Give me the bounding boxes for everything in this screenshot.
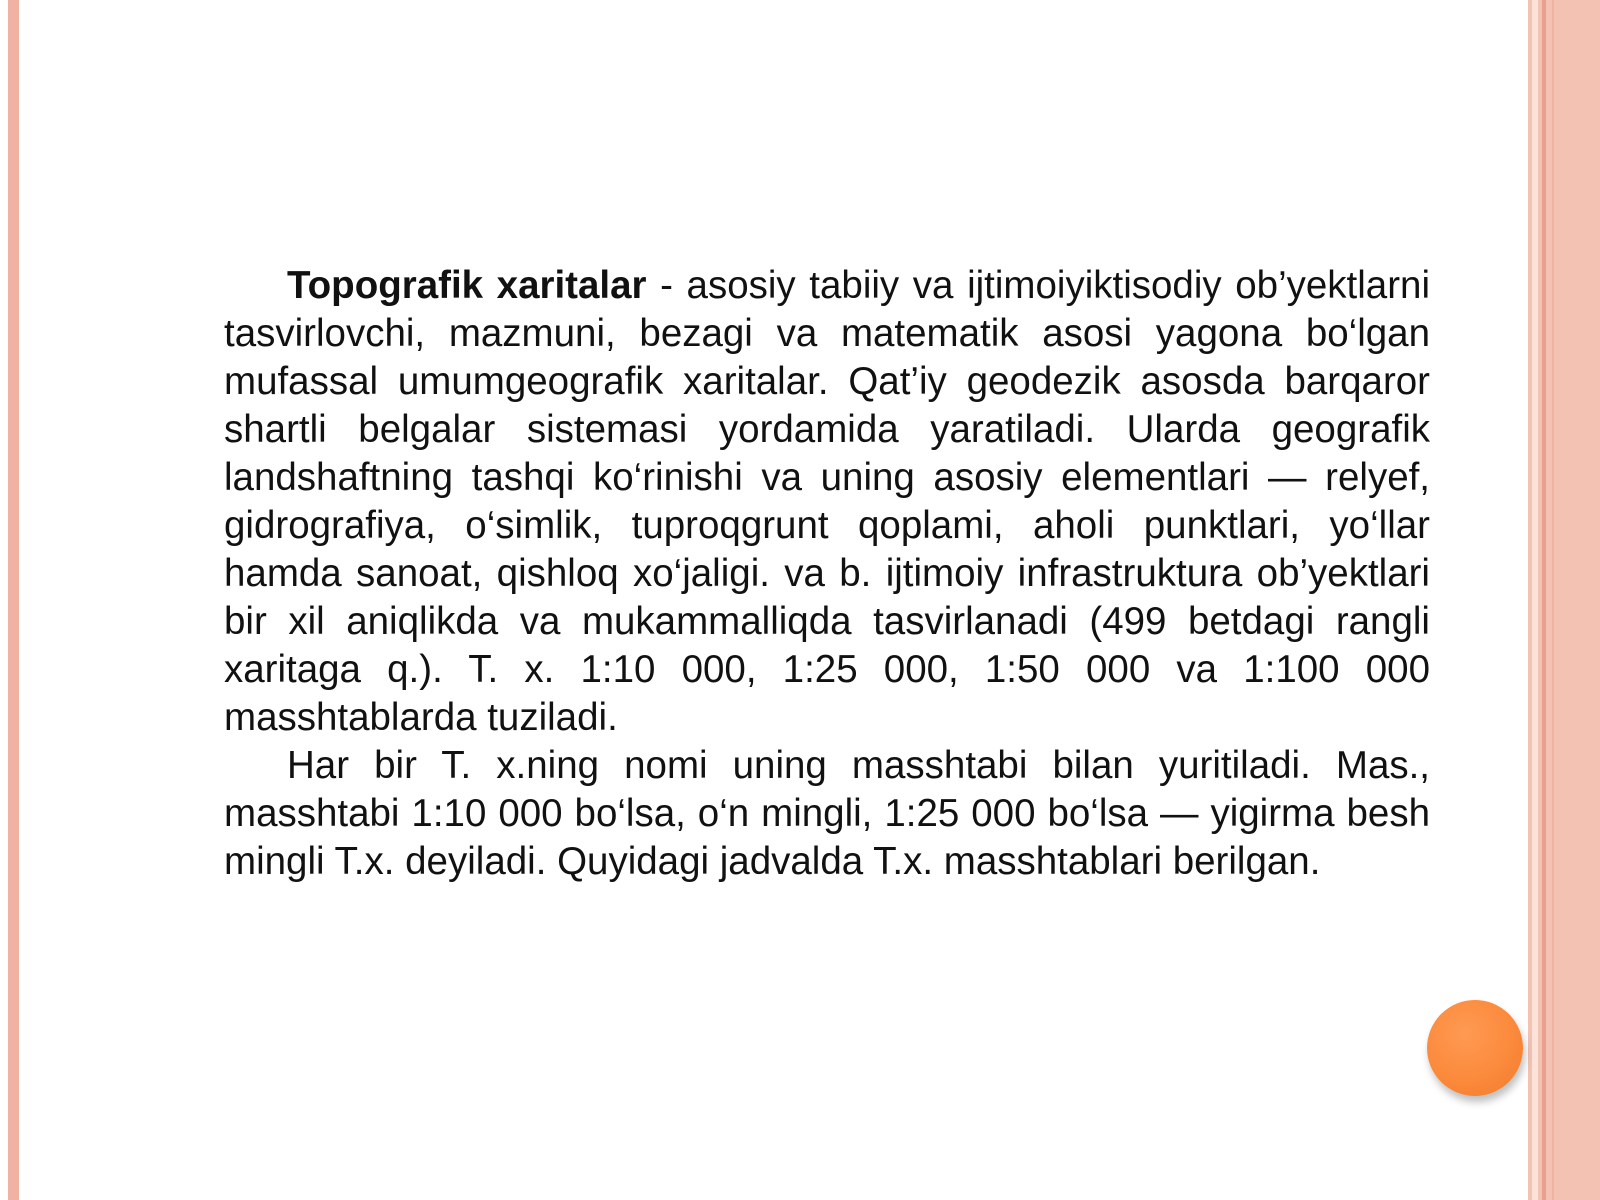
paragraph-naming: Har bir T. x.ning nomi uning masshtabi bilan yuritiladi. Mas., masshtabi 1:10 000 bo‘lsa, o‘n mingli, 1:25 000 bo‘lsa — yigirma besh mingli T.x. deyiladi. Quyidagi jadvalda T.x. masshtablari berilgan. <box>224 744 1430 883</box>
right-decorative-band <box>1528 0 1600 1200</box>
paragraph-definition <box>224 262 1430 742</box>
defined-term: Topografik xaritalar <box>287 264 647 307</box>
orange-circle-decoration <box>1427 1000 1523 1096</box>
right-band-dark-line <box>1542 0 1546 1200</box>
right-band-thin-line <box>1552 0 1554 1200</box>
left-decorative-stripe <box>8 0 19 1200</box>
right-band-light-line <box>1532 0 1538 1200</box>
slide-text-body <box>224 262 1430 886</box>
definition-text: - asosiy tabiiy va ijtimoiyiktisodiy ob’yektlarni tasvirlovchi, mazmuni, bezagi va matematik asosi yagona bo‘lgan mufassal umumgeografik xaritalar. Qat’iy geodezik asosda barqaror shartli belgalar sistemasi yordamida yaratiladi. Ularda geografik landshaftning tashqi ko‘rinishi va uning asosiy elementlari — relyef, gidrografiya, o‘simlik, tuproqgrunt qoplami, aholi punktlari, yo‘llar hamda sanoat, qishloq xo‘jaligi. va b. ijtimoiy infrastruktura ob’yektlari bir xil aniqlikda va mukammalliqda tasvirlanadi (499 betdagi rangli xaritaga q.). T. x. 1:10 000, 1:25 000, 1:50 000 va 1:100 000 masshtablarda tuziladi. <box>224 264 1430 739</box>
